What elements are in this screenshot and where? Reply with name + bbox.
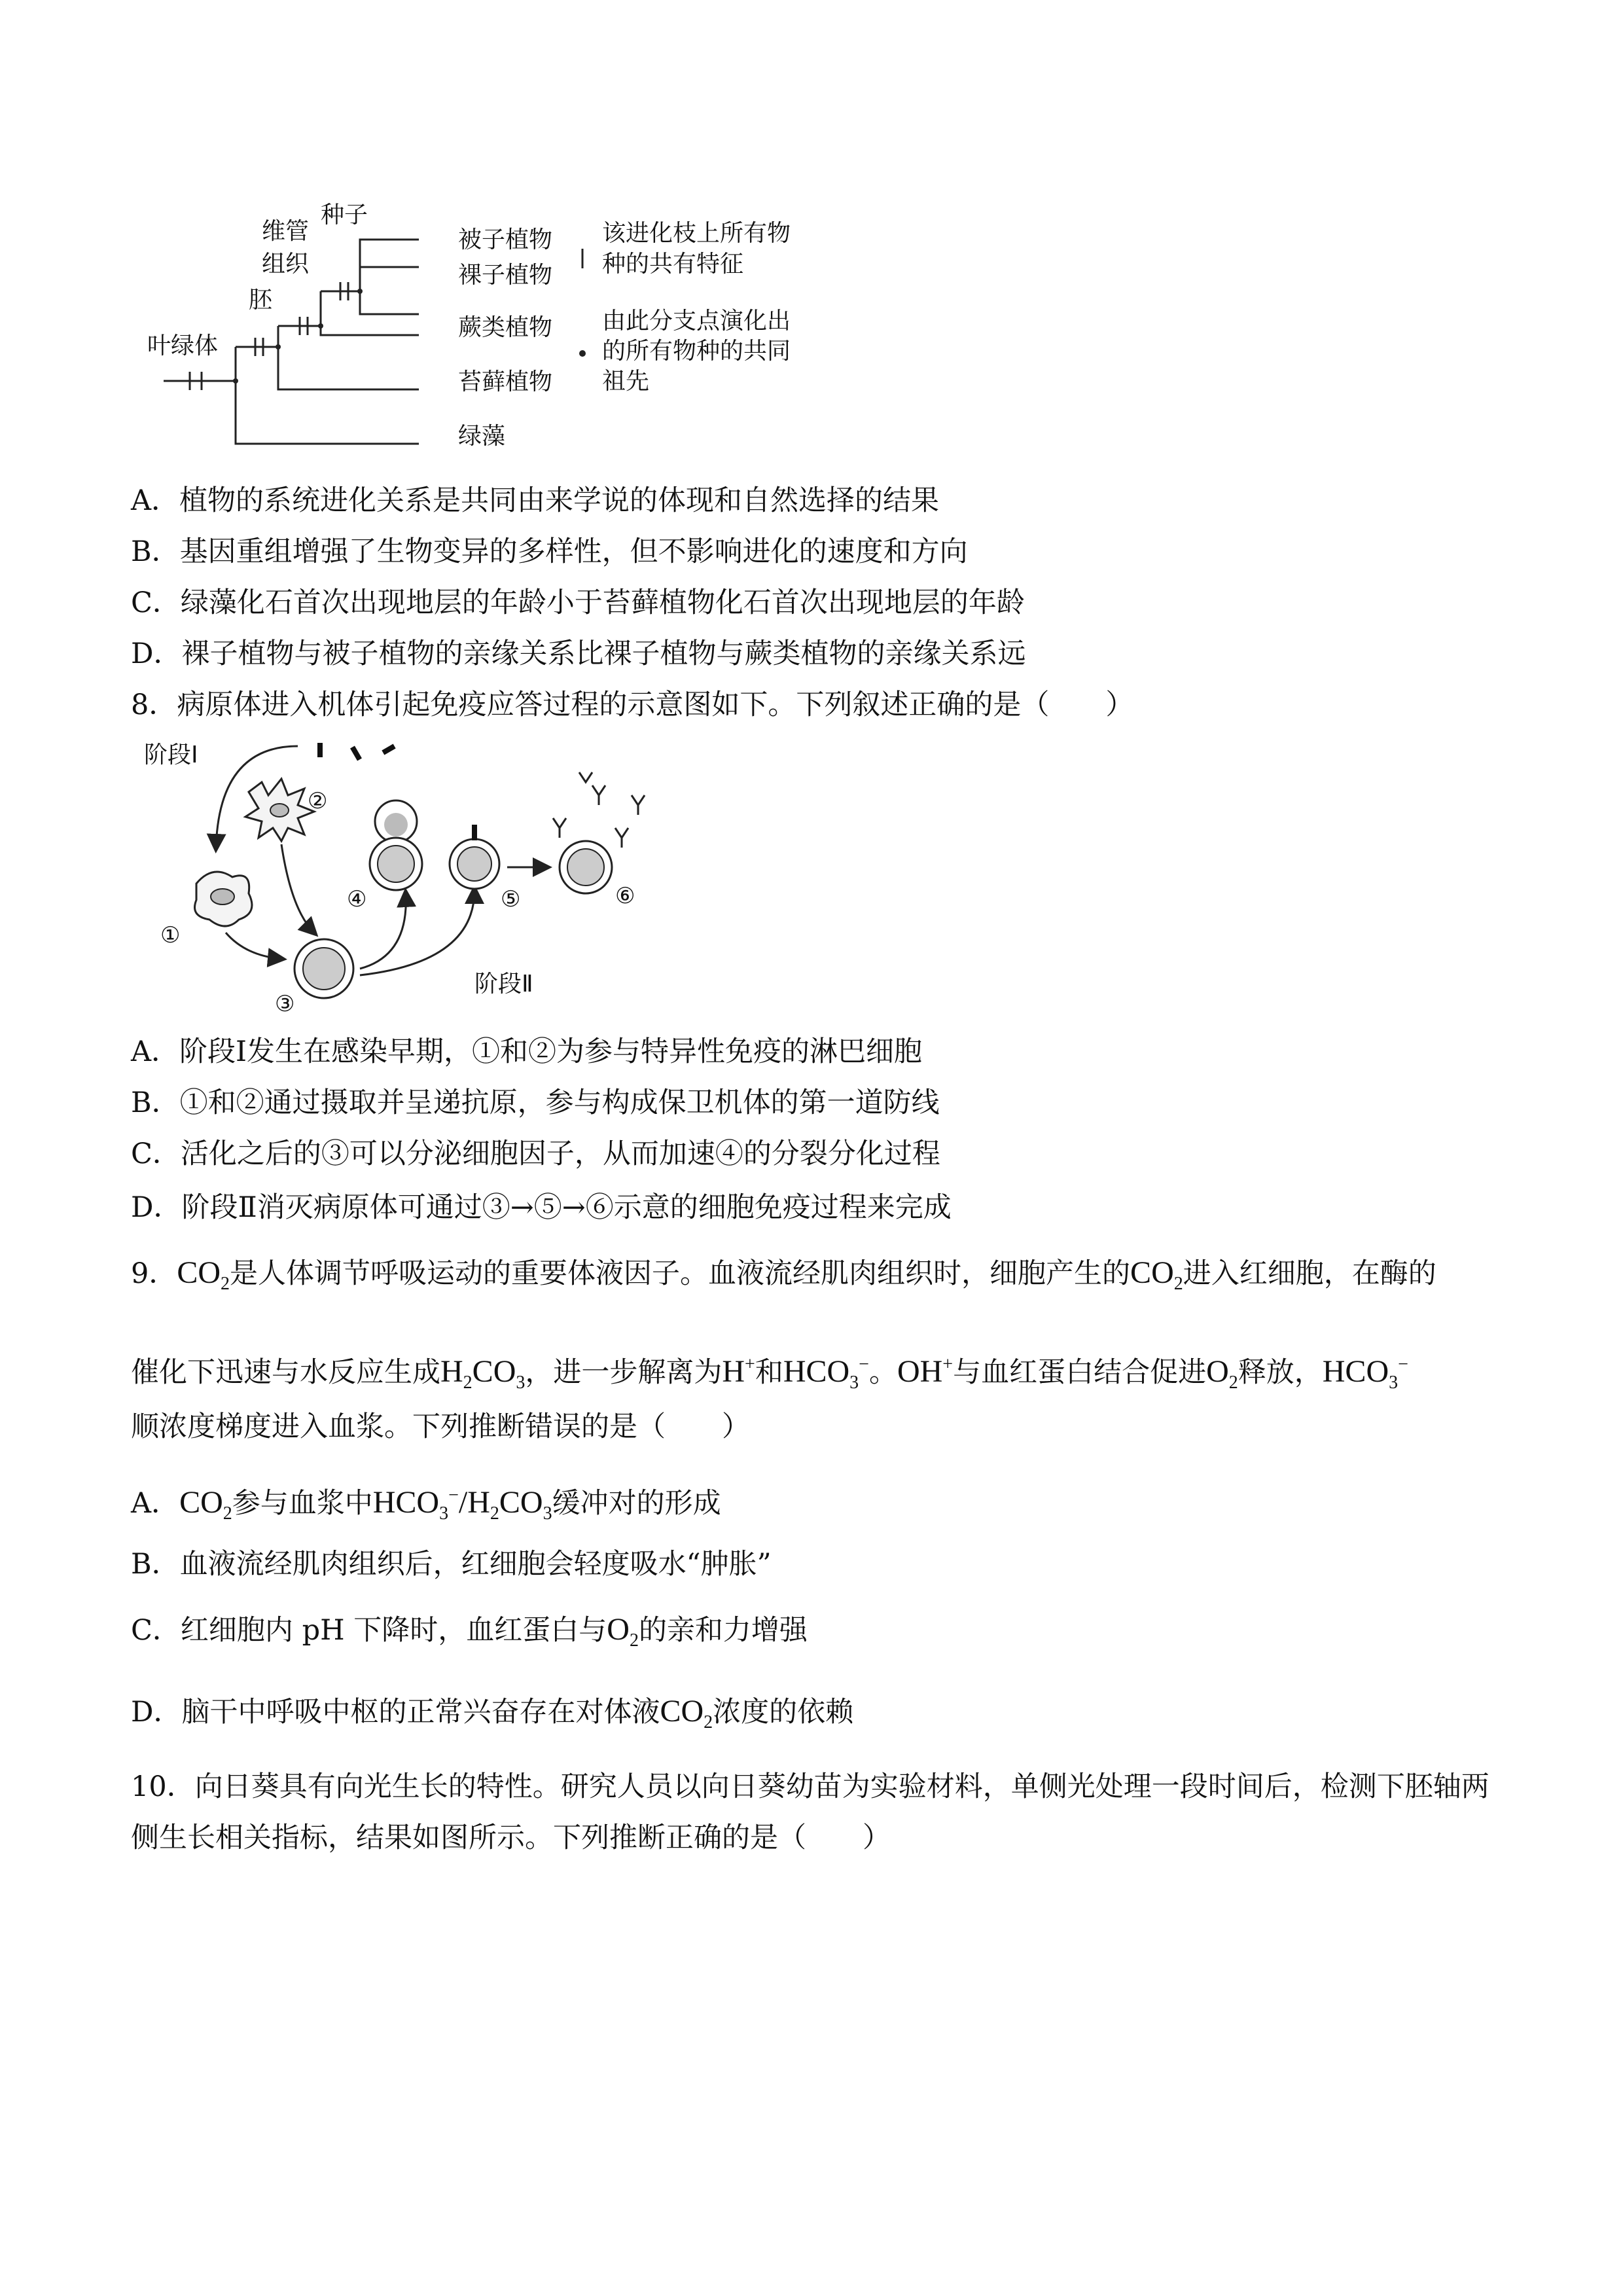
stage-1-label: 阶段Ⅰ xyxy=(144,742,198,768)
immune-response-figure xyxy=(134,733,658,1021)
q7-option-d: D．裸子植物与被子植物的亲缘关系比裸子植物与蕨类植物的亲缘关系远 xyxy=(131,637,1026,670)
label-2: ② xyxy=(308,788,328,814)
trait-seed: 种子 xyxy=(321,202,368,228)
label-6: ⑥ xyxy=(615,883,635,909)
stage-2-label: 阶段Ⅱ xyxy=(474,971,533,997)
node-gymnosperm: 裸子植物 xyxy=(458,262,553,289)
node-angiosperm: 被子植物 xyxy=(458,226,553,253)
q9-line-1: 9．$CO_2$是人体调节呼吸运动的重要体液因子。血液流经肌肉组织时，细胞产生的$CO_2$进入红细胞，在酶的 xyxy=(131,1255,1436,1294)
node-green-algae: 绿藻 xyxy=(458,423,506,450)
trait-vascular-2: 组织 xyxy=(262,251,310,278)
q9-line-3: 顺浓度梯度进入血浆。下列推断错误的是（ ） xyxy=(131,1410,750,1443)
q9-line-2: 催化下迅速与水反应生成$H_2CO_3$，进一步解离为H+和$HCO_3^-$。OH+与血红蛋白结合促进$O_2$释放，$HCO_3^-$ xyxy=(131,1354,1408,1393)
q9-option-c: C．红细胞内 pH 下降时，血红蛋白与$O_2$的亲和力增强 xyxy=(131,1612,808,1651)
phylogeny-tree-figure xyxy=(144,190,831,471)
q9-option-d: D．脑干中呼吸中枢的正常兴奋存在对体液$CO_2$浓度的依赖 xyxy=(131,1694,854,1732)
node-fern: 蕨类植物 xyxy=(458,314,553,341)
legend-dot-text-2: 的所有物种的共同 xyxy=(602,338,791,365)
legend-bar-text-2: 种的共有特征 xyxy=(602,251,744,278)
trait-vascular-1: 维管 xyxy=(262,218,310,245)
q8-stem: 8．病原体进入机体引起免疫应答过程的示意图如下。下列叙述正确的是（ ） xyxy=(131,689,1134,721)
q10-line-1: 10．向日葵具有向光生长的特性。研究人员以向日葵幼苗为实验材料，单侧光处理一段时间后，检测下胚轴两 xyxy=(131,1770,1489,1803)
q8-option-d: D．阶段Ⅱ消灭病原体可通过③→⑤→⑥示意的细胞免疫过程来完成 xyxy=(131,1191,952,1224)
label-3: ③ xyxy=(275,991,295,1017)
trait-chloroplast: 叶绿体 xyxy=(147,332,219,359)
legend-dot-text-1: 由此分支点演化出 xyxy=(602,308,791,334)
q8-option-a: A．阶段Ⅰ发生在感染早期，①和②为参与特异性免疫的淋巴细胞 xyxy=(131,1035,923,1068)
q8-option-c: C．活化之后的③可以分泌细胞因子，从而加速④的分裂分化过程 xyxy=(131,1138,940,1170)
trait-embryo: 胚 xyxy=(249,287,273,314)
q7-option-c: C．绿藻化石首次出现地层的年龄小于苔藓植物化石首次出现地层的年龄 xyxy=(131,586,1025,619)
legend-dot-text-3: 祖先 xyxy=(602,368,650,395)
label-1: ① xyxy=(160,922,181,948)
q7-option-a: A．植物的系统进化关系是共同由来学说的体现和自然选择的结果 xyxy=(131,484,940,517)
label-5: ⑤ xyxy=(501,886,521,912)
q9-option-b: B．血液流经肌肉组织后，红细胞会轻度吸水“肿胀” xyxy=(131,1548,772,1581)
legend-bar-text-1: 该进化枝上所有物 xyxy=(602,220,791,247)
q9-option-a: A．$CO_2$参与血浆中$HCO_3^-/H_2CO_3$缓冲对的形成 xyxy=(131,1485,721,1524)
q10-line-2: 侧生长相关指标，结果如图所示。下列推断正确的是（ ） xyxy=(131,1821,891,1854)
q8-option-b: B．①和②通过摄取并呈递抗原，参与构成保卫机体的第一道防线 xyxy=(131,1086,940,1119)
q7-option-b: B．基因重组增强了生物变异的多样性，但不影响进化的速度和方向 xyxy=(131,535,968,568)
label-4: ④ xyxy=(347,886,367,912)
node-moss: 苔藓植物 xyxy=(458,368,553,395)
